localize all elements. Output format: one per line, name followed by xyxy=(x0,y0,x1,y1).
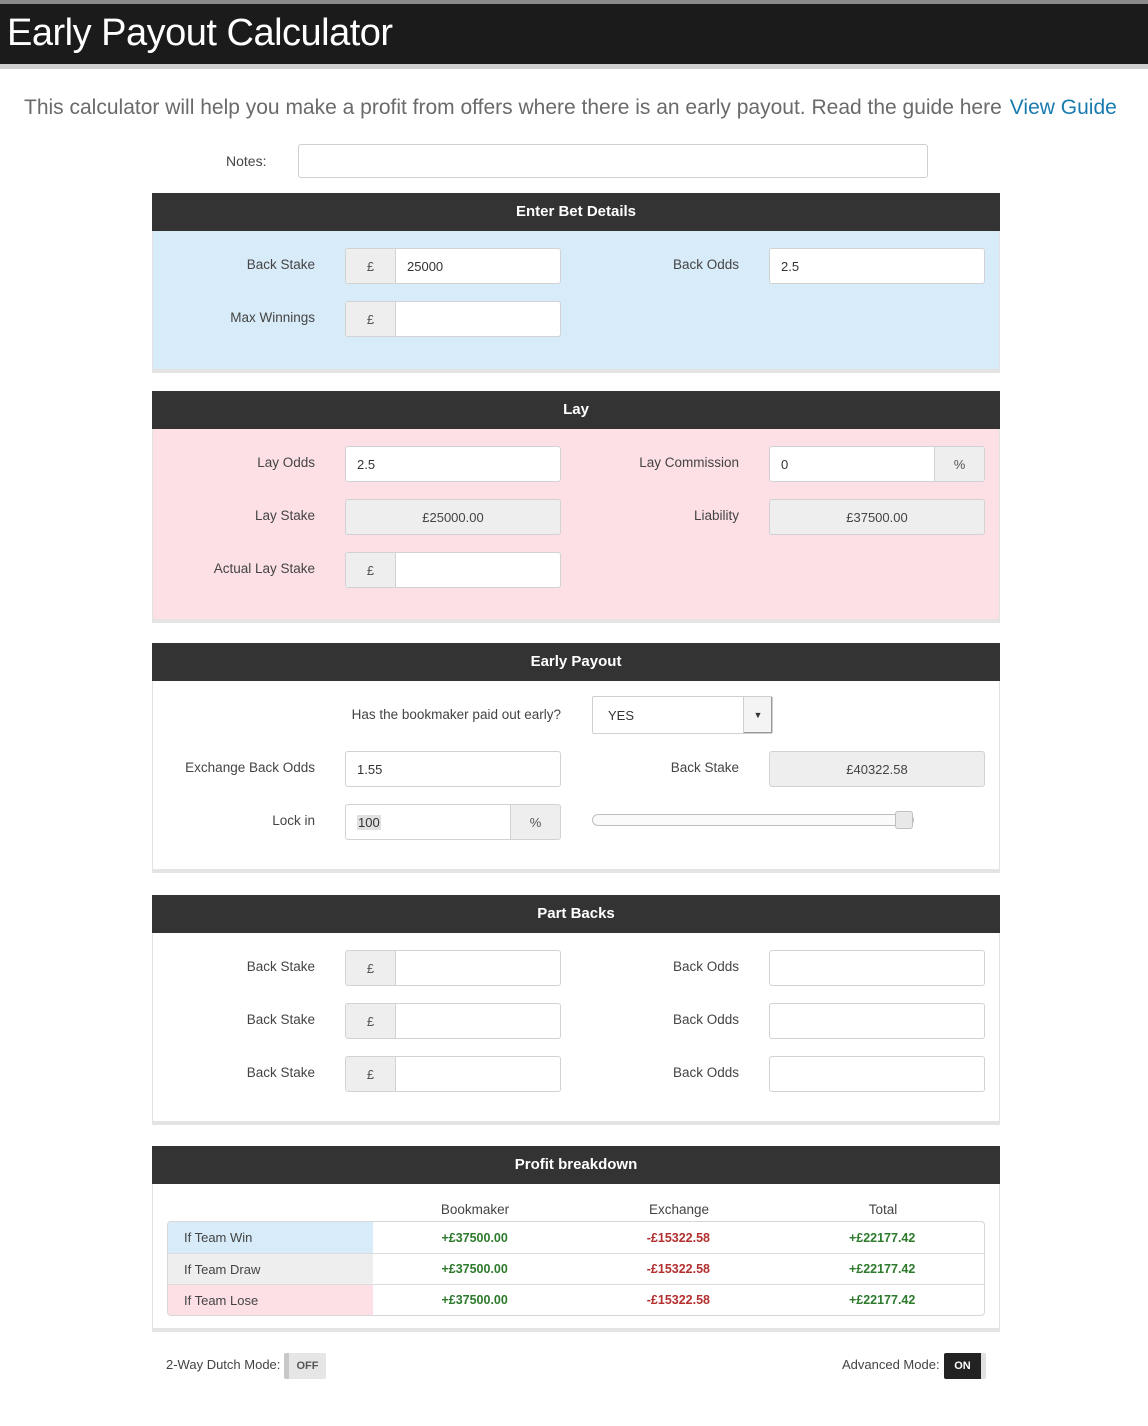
title-underline xyxy=(0,64,1148,69)
max-winnings-input[interactable] xyxy=(396,302,560,336)
early-back-stake-output: £40322.58 xyxy=(769,751,985,787)
back-odds-label: Back Odds xyxy=(672,257,739,272)
table-row xyxy=(168,1253,984,1284)
row-label: If Team Win xyxy=(168,1222,373,1253)
profit-panel xyxy=(152,1146,1000,1332)
part-back-odds-label: Back Odds xyxy=(672,1012,739,1027)
part-back-odds-field[interactable] xyxy=(769,950,985,986)
exchange-back-odds-input[interactable]: 1.55 xyxy=(357,761,383,777)
max-winnings-label: Max Winnings xyxy=(230,310,315,325)
currency-addon: £ xyxy=(346,553,396,587)
dutch-mode-label: 2-Way Dutch Mode: xyxy=(166,1357,281,1372)
liability-output: £37500.00 xyxy=(769,499,985,535)
part-back-stake-label: Back Stake xyxy=(246,1065,315,1080)
intro-description: This calculator will help you make a profit from offers where there is an early payout. Read the guide here xyxy=(24,96,1002,119)
intro-text xyxy=(24,96,1117,120)
exchange-back-odds-label: Exchange Back Odds xyxy=(185,760,315,775)
profit-table xyxy=(167,1221,985,1316)
page-title: Early Payout Calculator xyxy=(7,12,393,54)
lay-stake-label: Lay Stake xyxy=(254,508,315,523)
notes-label: Notes: xyxy=(226,153,267,169)
table-row xyxy=(168,1284,984,1315)
back-stake-field[interactable] xyxy=(345,248,561,284)
lay-commission-label: Lay Commission xyxy=(639,455,739,470)
back-stake-label: Back Stake xyxy=(246,257,315,272)
max-winnings-field[interactable] xyxy=(345,301,561,337)
exchange-value: -£15322.58 xyxy=(646,1293,711,1307)
currency-addon: £ xyxy=(346,302,396,336)
column-header-total: Total xyxy=(868,1202,898,1217)
part-back-stake-label: Back Stake xyxy=(246,959,315,974)
column-header-bookmaker: Bookmaker xyxy=(440,1202,510,1217)
paid-early-label: Has the bookmaker paid out early? xyxy=(351,707,561,722)
part-back-stake-field[interactable] xyxy=(345,950,561,986)
slider-handle[interactable] xyxy=(895,811,913,829)
row-label: If Team Lose xyxy=(168,1285,373,1315)
lay-odds-label: Lay Odds xyxy=(257,455,315,470)
part-backs-panel xyxy=(152,895,1000,1125)
advanced-mode-label: Advanced Mode: xyxy=(842,1357,940,1372)
bet-details-panel xyxy=(152,193,1000,373)
lay-panel xyxy=(152,391,1000,623)
row-label: If Team Draw xyxy=(168,1254,373,1284)
total-value: +£22177.42 xyxy=(848,1293,916,1307)
column-header-exchange: Exchange xyxy=(648,1202,710,1217)
liability-label: Liability xyxy=(693,508,739,523)
profit-header: Profit breakdown xyxy=(152,1146,1000,1184)
currency-addon: £ xyxy=(346,1004,396,1038)
lay-header: Lay xyxy=(152,391,1000,429)
exchange-value: -£15322.58 xyxy=(646,1262,711,1276)
bookmaker-value: +£37500.00 xyxy=(441,1262,508,1276)
total-value: +£22177.42 xyxy=(848,1230,916,1245)
percent-addon: % xyxy=(934,447,984,481)
back-odds-input[interactable]: 2.5 xyxy=(781,258,800,274)
part-back-stake-field[interactable] xyxy=(345,1003,561,1039)
lay-commission-input[interactable]: 0 xyxy=(781,456,789,472)
caret-down-icon[interactable]: ▼ xyxy=(743,697,772,733)
lock-in-label: Lock in xyxy=(272,813,315,828)
percent-addon: % xyxy=(510,805,560,839)
part-back-stake-field[interactable] xyxy=(345,1056,561,1092)
lay-odds-input[interactable]: 2.5 xyxy=(357,456,376,472)
dutch-mode-toggle[interactable]: OFF xyxy=(284,1353,326,1379)
lock-in-slider[interactable] xyxy=(592,814,914,826)
advanced-mode-toggle[interactable]: ON xyxy=(944,1353,986,1379)
part-back-odds-input[interactable] xyxy=(770,951,984,985)
currency-addon: £ xyxy=(346,249,396,283)
part-backs-header: Part Backs xyxy=(152,895,1000,933)
part-back-stake-input[interactable] xyxy=(396,951,560,985)
exchange-back-odds-field[interactable] xyxy=(345,751,561,787)
lock-in-field[interactable] xyxy=(345,804,561,840)
back-stake-input[interactable]: 25000 xyxy=(407,258,444,274)
early-back-stake-label: Back Stake xyxy=(670,760,739,775)
part-back-odds-field[interactable] xyxy=(769,1056,985,1092)
notes-input[interactable] xyxy=(298,144,928,178)
bookmaker-value: +£37500.00 xyxy=(441,1230,508,1245)
early-payout-header: Early Payout xyxy=(152,643,1000,681)
bookmaker-value: +£37500.00 xyxy=(441,1293,508,1307)
part-back-stake-input[interactable] xyxy=(396,1057,560,1091)
part-back-odds-input[interactable] xyxy=(770,1057,984,1091)
table-row xyxy=(168,1222,984,1253)
part-back-odds-input[interactable] xyxy=(770,1004,984,1038)
part-back-stake-input[interactable] xyxy=(396,1004,560,1038)
lock-in-value: 100 xyxy=(358,814,380,830)
view-guide-link[interactable]: View Guide xyxy=(1009,96,1117,119)
paid-early-select[interactable] xyxy=(592,696,773,734)
bet-details-header: Enter Bet Details xyxy=(152,193,1000,231)
title-bar xyxy=(0,4,1148,64)
lay-stake-output: £25000.00 xyxy=(345,499,561,535)
part-back-odds-field[interactable] xyxy=(769,1003,985,1039)
back-odds-field[interactable] xyxy=(769,248,985,284)
actual-lay-stake-label: Actual Lay Stake xyxy=(213,561,315,576)
part-back-odds-label: Back Odds xyxy=(672,959,739,974)
part-back-stake-label: Back Stake xyxy=(246,1012,315,1027)
currency-addon: £ xyxy=(346,1057,396,1091)
part-back-odds-label: Back Odds xyxy=(672,1065,739,1080)
early-payout-panel xyxy=(152,643,1000,873)
exchange-value: -£15322.58 xyxy=(646,1230,711,1245)
total-value: +£22177.42 xyxy=(848,1262,916,1276)
actual-lay-stake-input[interactable] xyxy=(396,553,560,587)
currency-addon: £ xyxy=(346,951,396,985)
lock-in-input[interactable] xyxy=(346,805,510,839)
lay-odds-field[interactable] xyxy=(345,446,561,482)
actual-lay-stake-field[interactable] xyxy=(345,552,561,588)
paid-early-value: YES xyxy=(608,708,635,723)
lay-commission-field[interactable] xyxy=(769,446,985,482)
